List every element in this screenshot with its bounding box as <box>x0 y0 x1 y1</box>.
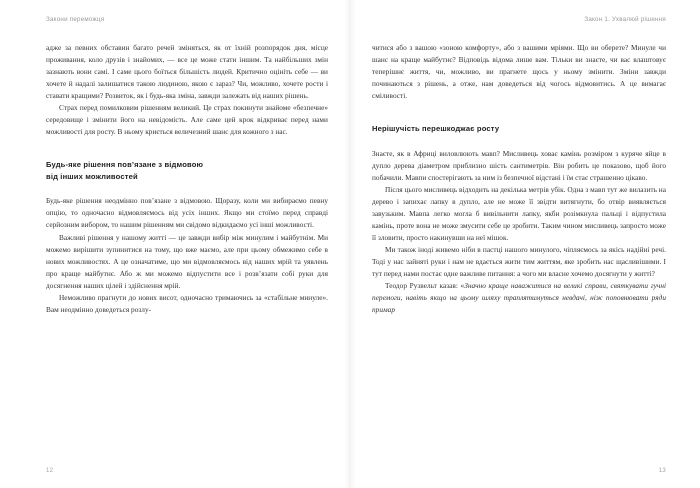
quote-lead-in: Теодор Рузвельт казав: « <box>385 281 465 291</box>
paragraph: Знаєте, як в Африці виловлюють мавп? Мисливець ховає камінь розміром з куряче яйце в дупло дерева діаметром приблизно шість сантиметрів. Він робить це показово, щоб його побачили. Мавпи спостерігають за ним із безпечної відстані і їм стає страшенно цікаво. <box>372 148 666 182</box>
running-head-right: Закон 1. Ухвалюй рішення <box>584 16 666 23</box>
right-page <box>350 0 700 488</box>
paragraph: Неможливо прагнути до нових висот, одночасно тримаючись за «стабільне минуле». Вам неодмінно доведеться розлу- <box>46 292 328 314</box>
quote-text: Значно краще наважитися на великі справи, святкувати гучні перемоги, навіть якщо на цьому шляху траплятимуться невдачі, ніж поповнювати ряди примар <box>372 281 667 315</box>
quote-paragraph <box>372 280 666 316</box>
page-number-left: 12 <box>46 468 54 474</box>
paragraph: читися або з вашою «зоною комфорту», або з вашими мріями. Що ви оберете? Минуле чи шанс на краще майбутнє? Відповідь відома лише вам. Тільки ви знаєте, чи вас влаштовує теперішнє життя, чи, можливо, ви прагнете щось у ньому змінити. Зміни завжди починаються з рішень, а отже, нам доведеться від чогось відмовитись. А це вимагає сміливості. <box>372 43 666 101</box>
right-page-column <box>372 42 666 316</box>
section-heading <box>46 159 328 182</box>
paragraph: Будь-яке рішення неодмінно пов’язане з відмовою. Щоразу, коли ми вибираємо певну опцію, то одночасно відмовляємось від усіх інших. Якщо ми стоїмо перед справді серйозним вибором, то нашим рішенням ми свідомо відкидаємо усі інші можливості. <box>46 196 328 230</box>
paragraph: Ми також іноді живемо ніби в пастці нашого минулого, чіпляємось за якісь надійні речі. Тоді у нас зайняті руки і нам не вдається жити тим життям, яке зробить нас щасливішими. І тут перед нами постає одне важливе питання: а чого ми власне хочемо досягнути у житті? <box>372 245 666 279</box>
section-heading-line: від інших можливостей <box>46 171 138 181</box>
paragraph: адже за певних обставин багато речей зміняться, як от їхній розпорядок дня, місце проживання, коло друзів і знайомих, — все це може стати іншим. Та найбільших змін зазнають вони самі. І саме цього боїться більшість людей. Критично оцініть себе — ви хочете й надалі залишатися такою людиною, якою є зараз? Чи, можливо, хочете рости і ставати кращими? Розвиток, як і будь-яка зміна, завжди залежать від наших рішень. <box>46 43 328 101</box>
left-page-column <box>46 42 328 316</box>
section-heading-line: Будь-яке рішення пов’язане з відмовою <box>46 160 204 170</box>
paragraph: Важливі рішення у нашому житті — це завжди вибір між минулим і майбутнім. Ми можемо вирішити зупинитися на тому, що вже маємо, але при цьому обмежимо себе в нових можливостях. А це означатиме, що ми відмовляємось від наших мрій та уявлень про краще майбутнє. Або ж ми можемо відпустити все і розв’язати собі руки для досягнення наших цілей і здійснення мрій. <box>46 232 328 290</box>
spacer <box>372 102 666 123</box>
paragraph: Після цього мисливець відходить на декілька метрів убік. Одна з мавп тут же вилазить на дерево і запихає лапку в дупло, але не може її звідти витягнути, бо отвір виявляється завузьким. Мавпа легко могла б вивільнити лапку, якби розімкнула пальці і відпустила камінь, проте вона не може змусити себе це зробити. Таким чином мисливець запросто може її зловити, просто накинувши на неї мішок. <box>372 184 666 243</box>
spacer <box>46 182 328 195</box>
spacer <box>46 138 328 159</box>
section-heading: Нерішучість перешкоджає росту <box>372 124 500 134</box>
running-head-left: Закони переможця <box>46 16 105 23</box>
paragraph: Страх перед помилковим рішенням великий. Це страх покинути знайоме «безпечне» середовище і змінити його на невідомість. Але саме цей крок відкриває перед нами можливості для росту. В ньому криється величезний шанс для кожного з нас. <box>46 103 328 137</box>
spacer <box>372 135 666 148</box>
page-number-right: 13 <box>658 468 666 474</box>
